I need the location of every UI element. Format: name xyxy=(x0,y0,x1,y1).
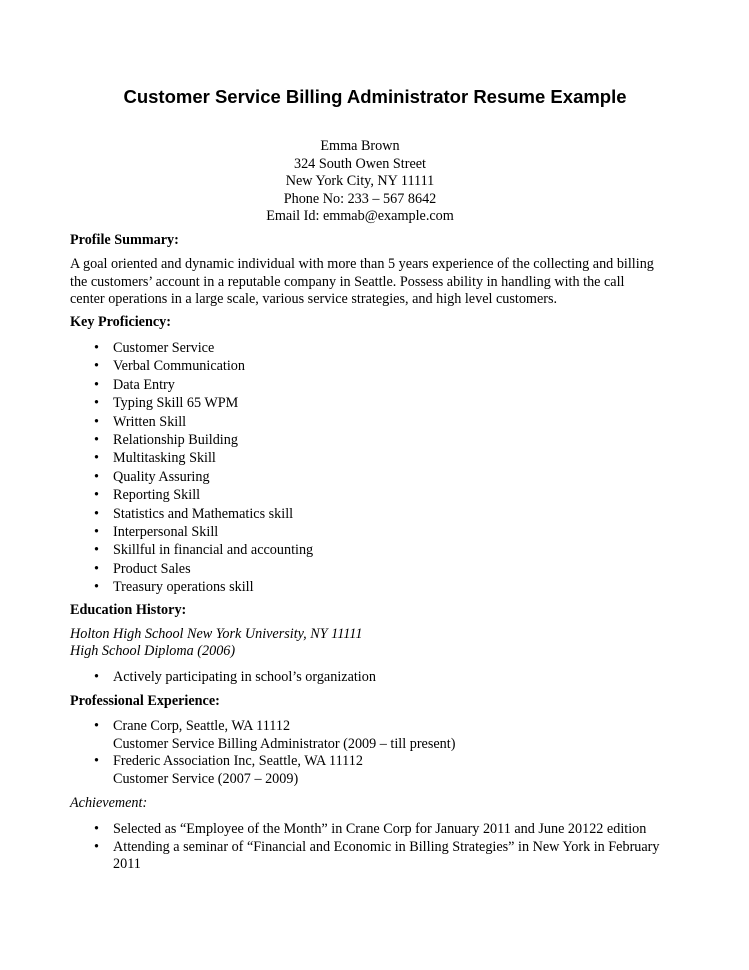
proficiency-heading: Key Proficiency: xyxy=(70,314,171,330)
list-item xyxy=(70,821,660,839)
achievement-heading: Achievement: xyxy=(70,795,148,811)
list-item xyxy=(70,753,455,788)
bullet-icon: • xyxy=(94,524,99,541)
bullet-icon: • xyxy=(94,432,99,449)
list-item xyxy=(70,413,313,431)
list-item xyxy=(70,486,313,504)
experience-list xyxy=(70,718,455,788)
list-item xyxy=(70,431,313,449)
list-item xyxy=(70,394,313,412)
list-item xyxy=(70,505,313,523)
contact-email: Email Id: emmab@example.com xyxy=(266,208,454,224)
bullet-icon: • xyxy=(94,579,99,596)
list-item xyxy=(70,578,313,596)
profile-line: the customers’ account in a reputable company in Seattle. Possess ability in handling with the call xyxy=(70,273,625,290)
list-item xyxy=(70,376,313,394)
job-role: Customer Service (2007 – 2009) xyxy=(113,770,299,787)
achievement-text: Attending a seminar of “Financial and Economic in Billing Strategies” in New York in February xyxy=(113,838,660,855)
list-item xyxy=(70,541,313,559)
profile-line: A goal oriented and dynamic individual with more than 5 years experience of the collecting and billing xyxy=(70,256,654,272)
education-school: Holton High School New York University, NY 11111 xyxy=(70,626,363,642)
bullet-icon: • xyxy=(94,468,99,485)
contact-street: 324 South Owen Street xyxy=(293,155,426,172)
experience-heading: Professional Experience: xyxy=(70,693,220,709)
proficiency-item: Verbal Communication xyxy=(113,358,245,375)
proficiency-item: Customer Service xyxy=(113,340,215,356)
bullet-icon: • xyxy=(94,487,99,504)
list-item xyxy=(70,718,455,753)
proficiency-item: Skillful in financial and accounting xyxy=(113,542,314,559)
bullet-icon: • xyxy=(94,838,99,855)
contact-city: New York City, NY 11111 xyxy=(285,173,435,189)
list-item xyxy=(70,357,313,375)
education-heading: Education History: xyxy=(70,602,187,618)
proficiency-item: Data Entry xyxy=(113,376,175,393)
profile-summary xyxy=(70,256,685,309)
bullet-icon: • xyxy=(94,413,99,430)
bullet-icon: • xyxy=(94,560,99,577)
contact-name: Emma Brown xyxy=(320,138,400,154)
bullet-icon: • xyxy=(94,718,99,734)
proficiency-item: Treasury operations skill xyxy=(113,579,254,596)
list-item xyxy=(70,560,313,578)
bullet-icon: • xyxy=(94,821,99,837)
achievement-list xyxy=(70,821,660,874)
proficiency-item: Typing Skill 65 WPM xyxy=(113,395,239,412)
bullet-icon: • xyxy=(94,395,99,412)
proficiency-item: Quality Assuring xyxy=(113,468,210,485)
list-item xyxy=(70,468,313,486)
list-item xyxy=(70,839,660,874)
education-item: Actively participating in school’s organization xyxy=(113,669,376,685)
bullet-icon: • xyxy=(94,376,99,393)
bullet-icon: • xyxy=(94,669,99,685)
contact-phone: Phone No: 233 – 567 8642 xyxy=(283,190,437,207)
list-item xyxy=(70,523,313,541)
profile-line: center operations in a large scale, various service strategies, and high level customers. xyxy=(70,291,558,308)
proficiency-item: Written Skill xyxy=(113,413,187,430)
proficiency-item: Multitasking Skill xyxy=(113,450,216,467)
bullet-icon: • xyxy=(94,358,99,375)
education-list xyxy=(70,668,376,686)
job-company: Crane Corp, Seattle, WA 11112 xyxy=(113,718,291,734)
contact-block xyxy=(70,138,650,226)
bullet-icon: • xyxy=(94,753,99,770)
education-diploma: High School Diploma (2006) xyxy=(70,643,236,660)
job-company: Frederic Association Inc, Seattle, WA 11112 xyxy=(113,753,363,770)
achievement-text: Selected as “Employee of the Month” in Crane Corp for January 2011 and June 20122 edition xyxy=(113,821,647,837)
proficiency-list xyxy=(70,339,313,597)
proficiency-item: Product Sales xyxy=(113,560,191,577)
achievement-text-continued: 2011 xyxy=(113,856,141,873)
proficiency-item: Interpersonal Skill xyxy=(113,524,219,541)
proficiency-item: Statistics and Mathematics skill xyxy=(113,505,294,522)
education-details xyxy=(70,626,362,661)
profile-heading: Profile Summary: xyxy=(70,232,179,248)
list-item xyxy=(70,668,376,686)
bullet-icon: • xyxy=(94,505,99,522)
proficiency-item: Reporting Skill xyxy=(113,487,201,504)
bullet-icon: • xyxy=(94,542,99,559)
list-item xyxy=(70,449,313,467)
job-role: Customer Service Billing Administrator (2009 – till present) xyxy=(113,735,456,752)
list-item xyxy=(70,339,313,357)
document-title: Customer Service Billing Administrator Resume Example xyxy=(123,86,627,107)
proficiency-item: Relationship Building xyxy=(113,432,238,449)
bullet-icon: • xyxy=(94,450,99,467)
bullet-icon: • xyxy=(94,340,99,356)
